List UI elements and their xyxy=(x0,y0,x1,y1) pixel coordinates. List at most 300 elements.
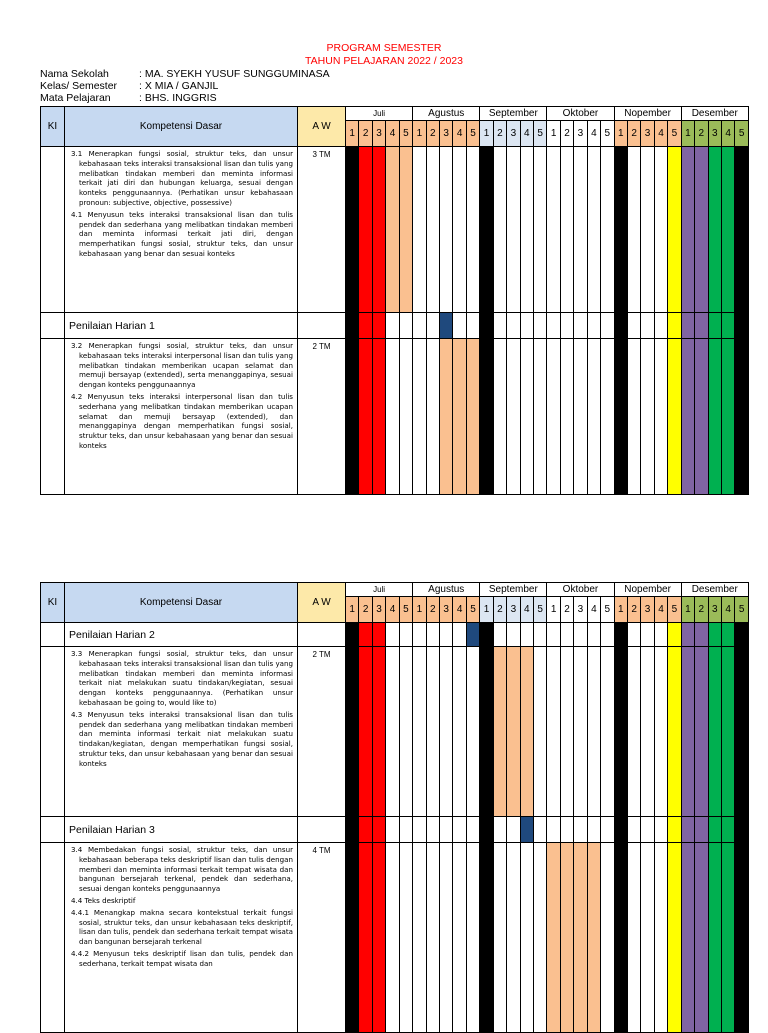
week-cell xyxy=(426,147,439,313)
week-cell xyxy=(560,623,573,647)
week-number: 1 xyxy=(681,121,694,147)
week-number: 3 xyxy=(440,597,453,623)
info-subject xyxy=(40,93,217,105)
week-cell xyxy=(399,313,412,339)
week-cell xyxy=(601,817,614,843)
week-cell xyxy=(372,647,385,817)
week-cell xyxy=(399,817,412,843)
month-oktober: Oktober xyxy=(547,107,614,121)
week-cell xyxy=(440,817,453,843)
week-cell xyxy=(627,339,640,495)
info-school xyxy=(40,69,330,81)
week-cell xyxy=(480,623,493,647)
week-cell xyxy=(413,843,426,1033)
week-cell xyxy=(574,147,587,313)
week-cell xyxy=(668,843,681,1033)
week-cell xyxy=(574,647,587,817)
week-cell xyxy=(359,623,372,647)
week-number: 4 xyxy=(520,121,533,147)
week-cell xyxy=(399,147,412,313)
week-cell xyxy=(413,817,426,843)
kd-item: 4.4.2 Menyusun teks deskriptif lisan dan tulis, pendek dan sederhana, terkait tempat wisata dan xyxy=(71,948,293,968)
week-cell xyxy=(654,843,667,1033)
week-number: 1 xyxy=(480,121,493,147)
week-cell xyxy=(574,817,587,843)
week-number: 4 xyxy=(654,597,667,623)
week-cell xyxy=(386,623,399,647)
week-number: 2 xyxy=(493,121,506,147)
week-number: 4 xyxy=(721,121,734,147)
month-oktober: Oktober xyxy=(547,583,614,597)
week-cell xyxy=(466,147,479,313)
week-number: 2 xyxy=(627,121,640,147)
week-cell xyxy=(708,313,721,339)
week-cell xyxy=(453,339,466,495)
week-cell xyxy=(507,817,520,843)
week-cell xyxy=(440,339,453,495)
week-number: 5 xyxy=(466,121,479,147)
week-cell xyxy=(359,313,372,339)
week-cell xyxy=(386,843,399,1033)
week-cell xyxy=(721,623,734,647)
week-cell xyxy=(493,817,506,843)
week-cell xyxy=(372,817,385,843)
week-number: 1 xyxy=(614,597,627,623)
week-cell xyxy=(453,313,466,339)
week-cell xyxy=(695,147,708,313)
week-cell xyxy=(547,623,560,647)
week-cell xyxy=(426,313,439,339)
kd-item: 3.2 Menerapkan fungsi sosial, struktur teks, dan unsur kebahasaan teks interaksi interpersonal lisan dan tulis yang melibatkan tindakan memberikan ucapan selamat dan memuji bersayap (extended), serta menanggapinya, sesuai dengan konteks penggunaannya xyxy=(71,341,293,390)
week-cell xyxy=(372,623,385,647)
week-number: 2 xyxy=(426,121,439,147)
week-cell xyxy=(695,623,708,647)
month-agustus: Agustus xyxy=(413,583,480,597)
ki-cell xyxy=(41,817,65,843)
week-cell xyxy=(721,313,734,339)
month-desember: Desember xyxy=(681,107,748,121)
week-cell xyxy=(426,817,439,843)
week-cell xyxy=(614,147,627,313)
week-cell xyxy=(440,623,453,647)
week-cell xyxy=(654,647,667,817)
week-cell xyxy=(560,147,573,313)
kd-cell xyxy=(65,843,298,1033)
aw-cell: 4 TM xyxy=(298,843,346,1033)
semester-table-2 xyxy=(40,582,749,1033)
week-cell xyxy=(480,313,493,339)
week-cell xyxy=(547,147,560,313)
kd-cell xyxy=(65,147,298,313)
week-cell xyxy=(587,647,600,817)
doc-subtitle: TAHUN PELAJARAN 2022 / 2023 xyxy=(305,55,463,67)
week-cell xyxy=(533,339,546,495)
week-cell xyxy=(346,339,359,495)
week-number: 1 xyxy=(614,121,627,147)
week-cell xyxy=(627,623,640,647)
week-number: 1 xyxy=(346,597,359,623)
week-cell xyxy=(346,843,359,1033)
week-cell xyxy=(480,339,493,495)
week-number: 2 xyxy=(359,597,372,623)
week-cell xyxy=(641,339,654,495)
week-number: 1 xyxy=(346,121,359,147)
info-label: Kelas/ Semester xyxy=(40,80,118,92)
week-cell xyxy=(735,817,748,843)
week-cell xyxy=(654,339,667,495)
month-nopember: Nopember xyxy=(614,583,681,597)
week-cell xyxy=(547,647,560,817)
week-number: 3 xyxy=(574,121,587,147)
week-cell xyxy=(413,313,426,339)
week-cell xyxy=(346,313,359,339)
week-cell xyxy=(386,339,399,495)
week-cell xyxy=(721,147,734,313)
week-cell xyxy=(466,313,479,339)
week-cell xyxy=(560,647,573,817)
week-cell xyxy=(426,623,439,647)
week-number: 2 xyxy=(695,121,708,147)
week-cell xyxy=(372,313,385,339)
week-cell xyxy=(493,339,506,495)
week-number: 2 xyxy=(695,597,708,623)
week-cell xyxy=(480,147,493,313)
kd-item: 3.3 Menerapkan fungsi sosial, struktur teks, dan unsur kebahasaan teks interaksi transaksional lisan dan tulis yang melibatkan tindakan memberi dan meminta informasi terkait niat melakukan suatu tindakan/kegiatan, sesuai dengan konteks penggunaannya. (Perhatikan unsur kebahasaan be going to, would like to) xyxy=(71,649,293,707)
week-cell xyxy=(641,647,654,817)
week-number: 5 xyxy=(601,597,614,623)
week-cell xyxy=(654,313,667,339)
header-kompetensi-dasar: Kompetensi Dasar xyxy=(65,583,298,623)
week-cell xyxy=(453,817,466,843)
week-number: 5 xyxy=(533,121,546,147)
week-cell xyxy=(681,313,694,339)
week-cell xyxy=(587,313,600,339)
week-cell xyxy=(560,817,573,843)
week-cell xyxy=(440,843,453,1033)
week-number: 4 xyxy=(520,597,533,623)
month-juli: Juli xyxy=(346,583,413,597)
week-number: 3 xyxy=(507,121,520,147)
week-number: 5 xyxy=(399,121,412,147)
week-cell xyxy=(520,313,533,339)
doc-title: PROGRAM SEMESTER xyxy=(326,42,442,54)
week-number: 3 xyxy=(574,597,587,623)
week-cell xyxy=(560,843,573,1033)
info-label: Mata Pelajaran xyxy=(40,92,111,104)
week-cell xyxy=(453,147,466,313)
week-cell xyxy=(346,623,359,647)
header-ki: KI xyxy=(41,107,65,147)
week-cell xyxy=(533,623,546,647)
week-cell xyxy=(735,843,748,1033)
week-cell xyxy=(695,647,708,817)
week-cell xyxy=(493,147,506,313)
week-cell xyxy=(574,623,587,647)
week-cell xyxy=(681,147,694,313)
kd-item: 4.4.1 Menangkap makna secara kontekstual terkait fungsi sosial, struktur teks, dan unsur kebahasaan teks deskriptif, lisan dan tulis, pendek dan sederhana terkait tempat wisata dan bangunan bersejarah terkenal xyxy=(71,907,293,947)
week-cell xyxy=(440,647,453,817)
week-cell xyxy=(547,313,560,339)
week-cell xyxy=(413,623,426,647)
week-cell xyxy=(520,339,533,495)
info-class xyxy=(40,81,218,93)
kd-item: 4.4 Teks deskriptif xyxy=(71,895,136,905)
week-cell xyxy=(466,623,479,647)
week-cell xyxy=(466,647,479,817)
week-cell xyxy=(507,313,520,339)
week-cell xyxy=(480,843,493,1033)
week-number: 3 xyxy=(708,121,721,147)
week-cell xyxy=(547,339,560,495)
header-ki: KI xyxy=(41,583,65,623)
week-cell xyxy=(560,313,573,339)
week-cell xyxy=(346,647,359,817)
penilaian-harian-label: Penilaian Harian 1 xyxy=(65,313,298,339)
aw-cell: 3 TM xyxy=(298,147,346,313)
aw-cell: 2 TM xyxy=(298,647,346,817)
week-cell xyxy=(708,623,721,647)
week-cell xyxy=(346,817,359,843)
week-number: 3 xyxy=(507,597,520,623)
week-cell xyxy=(735,339,748,495)
week-cell xyxy=(359,843,372,1033)
kd-item: 3.4 Membedakan fungsi sosial, struktur teks, dan unsur kebahasaan beberapa teks deskriptif lisan dan tulis dengan memberi dan meminta informasi terkait tempat wisata dan bangunan bersejarah terkenal, pendek dan sederhana, sesuai dengan konteks penggunaannya xyxy=(71,845,293,894)
week-cell xyxy=(520,147,533,313)
week-cell xyxy=(426,843,439,1033)
week-cell xyxy=(507,339,520,495)
week-number: 3 xyxy=(440,121,453,147)
week-cell xyxy=(627,647,640,817)
week-cell xyxy=(721,339,734,495)
aw-cell xyxy=(298,817,346,843)
month-desember: Desember xyxy=(681,583,748,597)
week-cell xyxy=(735,313,748,339)
week-cell xyxy=(399,647,412,817)
header-kompetensi-dasar: Kompetensi Dasar xyxy=(65,107,298,147)
week-cell xyxy=(695,843,708,1033)
week-cell xyxy=(533,817,546,843)
week-number: 1 xyxy=(547,121,560,147)
week-cell xyxy=(641,147,654,313)
week-cell xyxy=(601,843,614,1033)
week-cell xyxy=(547,817,560,843)
ki-cell xyxy=(41,647,65,817)
week-cell xyxy=(480,817,493,843)
month-september: September xyxy=(480,583,547,597)
week-number: 3 xyxy=(708,597,721,623)
week-cell xyxy=(547,843,560,1033)
week-cell xyxy=(601,313,614,339)
week-cell xyxy=(614,623,627,647)
week-number: 4 xyxy=(453,597,466,623)
kd-item: 4.3 Menyusun teks interaksi transaksional lisan dan tulis pendek dan sederhana yang melibatkan tindakan memberi dan meminta informasi terkait niat melakukan suatu tindakan/kegiatan, dengan memperhatikan fungsi sosial, struktur teks, dan unsur kebahasaan yang benar dan sesuai konteks xyxy=(71,709,293,768)
week-cell xyxy=(614,817,627,843)
week-cell xyxy=(695,339,708,495)
week-cell xyxy=(520,817,533,843)
week-number: 2 xyxy=(493,597,506,623)
week-cell xyxy=(721,817,734,843)
week-cell xyxy=(681,647,694,817)
week-cell xyxy=(507,623,520,647)
week-cell xyxy=(668,623,681,647)
week-cell xyxy=(641,817,654,843)
week-number: 5 xyxy=(533,597,546,623)
week-cell xyxy=(413,147,426,313)
week-number: 4 xyxy=(386,121,399,147)
week-number: 5 xyxy=(399,597,412,623)
week-cell xyxy=(413,339,426,495)
week-number: 5 xyxy=(735,121,748,147)
week-cell xyxy=(627,843,640,1033)
week-cell xyxy=(574,843,587,1033)
week-cell xyxy=(359,817,372,843)
week-cell xyxy=(399,339,412,495)
week-cell xyxy=(614,647,627,817)
week-number: 1 xyxy=(413,597,426,623)
week-number: 3 xyxy=(641,121,654,147)
week-cell xyxy=(681,623,694,647)
week-cell xyxy=(601,147,614,313)
penilaian-harian-label: Penilaian Harian 2 xyxy=(65,623,298,647)
week-number: 4 xyxy=(587,121,600,147)
week-cell xyxy=(466,339,479,495)
week-cell xyxy=(601,623,614,647)
week-cell xyxy=(453,647,466,817)
week-cell xyxy=(399,843,412,1033)
penilaian-harian-label: Penilaian Harian 3 xyxy=(65,817,298,843)
month-agustus: Agustus xyxy=(413,107,480,121)
week-number: 1 xyxy=(413,121,426,147)
week-number: 5 xyxy=(735,597,748,623)
week-cell xyxy=(587,843,600,1033)
semester-table-1 xyxy=(40,106,749,495)
week-number: 2 xyxy=(627,597,640,623)
aw-cell xyxy=(298,313,346,339)
ki-cell xyxy=(41,313,65,339)
week-cell xyxy=(399,623,412,647)
week-cell xyxy=(627,817,640,843)
aw-cell xyxy=(298,623,346,647)
ki-cell xyxy=(41,623,65,647)
week-cell xyxy=(587,623,600,647)
week-cell xyxy=(426,647,439,817)
week-number: 2 xyxy=(359,121,372,147)
week-cell xyxy=(735,647,748,817)
week-cell xyxy=(654,147,667,313)
week-cell xyxy=(520,647,533,817)
info-label: Nama Sekolah xyxy=(40,68,109,80)
week-cell xyxy=(533,647,546,817)
week-cell xyxy=(668,313,681,339)
week-cell xyxy=(668,147,681,313)
week-number: 3 xyxy=(372,121,385,147)
week-cell xyxy=(493,623,506,647)
header-aw: A W xyxy=(298,107,346,147)
week-cell xyxy=(359,339,372,495)
week-cell xyxy=(641,843,654,1033)
week-number: 4 xyxy=(721,597,734,623)
kd-cell xyxy=(65,647,298,817)
ki-cell xyxy=(41,147,65,313)
week-cell xyxy=(641,623,654,647)
week-number: 5 xyxy=(466,597,479,623)
week-cell xyxy=(668,817,681,843)
week-cell xyxy=(735,147,748,313)
ki-cell xyxy=(41,843,65,1033)
week-cell xyxy=(440,313,453,339)
week-cell xyxy=(426,339,439,495)
kd-item: 4.2 Menyusun teks interaksi interpersonal lisan dan tulis sederhana yang melibatkan tindakan memberikan ucapan selamat dan memuji bersayap (extended), dan menanggapinya dengan memperhatikan fungsi sosial, struktur teks, dan unsur kebahasaan yang benar dan sesuai konteks xyxy=(71,391,293,450)
month-juli: Juli xyxy=(346,107,413,121)
week-cell xyxy=(708,817,721,843)
week-cell xyxy=(507,147,520,313)
week-cell xyxy=(372,339,385,495)
week-cell xyxy=(708,339,721,495)
week-cell xyxy=(668,339,681,495)
week-cell xyxy=(493,313,506,339)
week-cell xyxy=(533,313,546,339)
month-september: September xyxy=(480,107,547,121)
kd-item: 4.1 Menyusun teks interaksi transaksional lisan dan tulis pendek dan sederhana yang melibatkan tindakan memberi dan meminta informasi terkait jati diri, dengan memperhatikan fungsi sosial, struktur teks, dan unsur kebahasaan yang benar dan sesuai konteks xyxy=(71,209,293,258)
week-cell xyxy=(641,313,654,339)
week-number: 1 xyxy=(480,597,493,623)
week-cell xyxy=(560,339,573,495)
week-cell xyxy=(708,647,721,817)
week-cell xyxy=(359,147,372,313)
week-cell xyxy=(695,313,708,339)
week-cell xyxy=(654,817,667,843)
week-cell xyxy=(627,147,640,313)
week-cell xyxy=(466,843,479,1033)
week-number: 3 xyxy=(372,597,385,623)
week-number: 3 xyxy=(641,597,654,623)
week-cell xyxy=(668,647,681,817)
week-cell xyxy=(574,339,587,495)
week-number: 2 xyxy=(560,121,573,147)
kd-cell xyxy=(65,339,298,495)
week-number: 4 xyxy=(386,597,399,623)
week-cell xyxy=(386,647,399,817)
week-number: 4 xyxy=(453,121,466,147)
week-cell xyxy=(453,623,466,647)
kd-item: 3.1 Menerapkan fungsi sosial, struktur teks, dan unsur kebahasaan teks interaksi transaksional lisan dan tulis yang melibatkan tindakan memberi dan meminta informasi terkait jati diri dan hubungan keluarga, sesuai dengan konteks penggunaannya. (Perhatikan unsur kebahasaan pronoun: subjective, objective, possessive) xyxy=(71,149,293,207)
week-cell xyxy=(493,647,506,817)
week-cell xyxy=(681,339,694,495)
week-cell xyxy=(453,843,466,1033)
week-cell xyxy=(654,623,667,647)
week-number: 5 xyxy=(668,121,681,147)
info-value: : BHS. INGGRIS xyxy=(139,92,217,104)
week-cell xyxy=(520,843,533,1033)
week-cell xyxy=(372,843,385,1033)
week-cell xyxy=(587,147,600,313)
week-cell xyxy=(386,313,399,339)
week-cell xyxy=(386,147,399,313)
week-cell xyxy=(681,843,694,1033)
week-cell xyxy=(386,817,399,843)
week-cell xyxy=(359,647,372,817)
week-cell xyxy=(614,843,627,1033)
week-cell xyxy=(721,843,734,1033)
week-cell xyxy=(440,147,453,313)
month-nopember: Nopember xyxy=(614,107,681,121)
week-cell xyxy=(601,647,614,817)
week-cell xyxy=(614,339,627,495)
week-cell xyxy=(493,843,506,1033)
week-cell xyxy=(372,147,385,313)
week-cell xyxy=(413,647,426,817)
week-cell xyxy=(480,647,493,817)
